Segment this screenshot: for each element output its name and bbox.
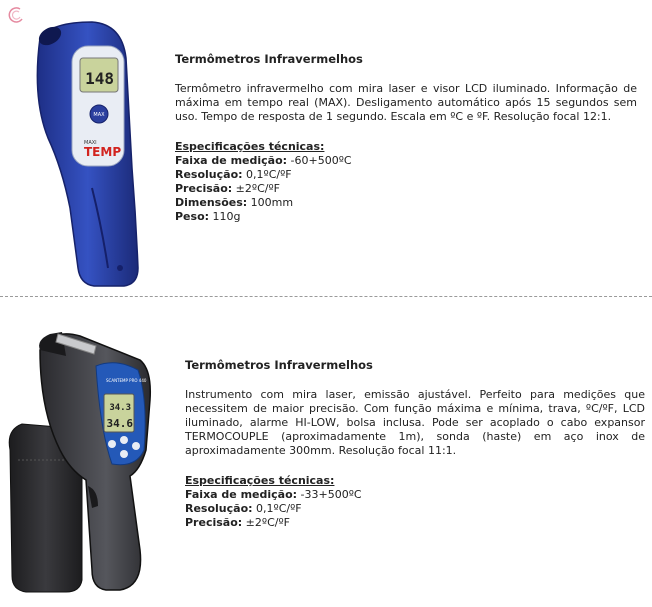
spec-dimensions: Dimensões: 100mm	[175, 196, 294, 209]
device-display-readout: 148	[85, 69, 114, 88]
product-2	[0, 298, 652, 607]
specs-heading: Especificações técnicas:	[185, 474, 335, 487]
product-1	[0, 0, 652, 296]
product-description: Termômetro infravermelho com mira laser e visor LCD iluminado. Informação de máxima em tempo real (MAX). Desligamento automático após 15 segundos sem uso. Tempo de resposta de 1 segundo. Escala em ºC e ºF. Resolução focal 12:1.	[175, 82, 637, 123]
product-description: Instrumento com mira laser, emissão ajustável. Perfeito para medições que necessitem de maior precisão. Com função máxima e mínima, trava, ºC/ºF, LCD iluminado, alarme HI-LOW, bolsa inclusa. Pode ser acoplado o cabo expansor TERMOCOUPLE (aproximadamente 1m), sonda (haste) em aço inox de aproximadamente 300mm. Resolução focal 11:1.	[185, 388, 645, 457]
spec-range: Faixa de medição: -33+500ºC	[185, 488, 362, 501]
device-display-bottom: 34.6	[106, 417, 133, 430]
specs-heading: Especificações técnicas:	[175, 140, 325, 153]
product-title: Termômetros Infravermelhos	[175, 52, 363, 66]
spec-precision: Precisão: ±2ºC/ºF	[175, 182, 280, 195]
section-divider	[0, 296, 652, 297]
device-brand-label: SCANTEMP PRO 440	[106, 378, 147, 383]
spec-resolution: Resolução: 0,1ºC/ºF	[185, 502, 302, 515]
device-button-label: MAX	[93, 112, 105, 118]
spec-range: Faixa de medição: -60+500ºC	[175, 154, 352, 167]
spec-precision: Precisão: ±2ºC/ºF	[185, 516, 290, 529]
device-brand-label: TEMP	[84, 145, 122, 159]
product-image-maxitemp	[22, 18, 150, 290]
spec-resolution: Resolução: 0,1ºC/ºF	[175, 168, 292, 181]
spec-weight: Peso: 110g	[175, 210, 241, 223]
product-image-scantemp	[0, 310, 175, 600]
product-1-text	[175, 52, 637, 224]
device-display-top: 34.3	[109, 403, 131, 413]
device-brand-small: MAXI	[84, 140, 97, 146]
product-title: Termômetros Infravermelhos	[185, 358, 373, 372]
product-2-text	[185, 358, 645, 530]
